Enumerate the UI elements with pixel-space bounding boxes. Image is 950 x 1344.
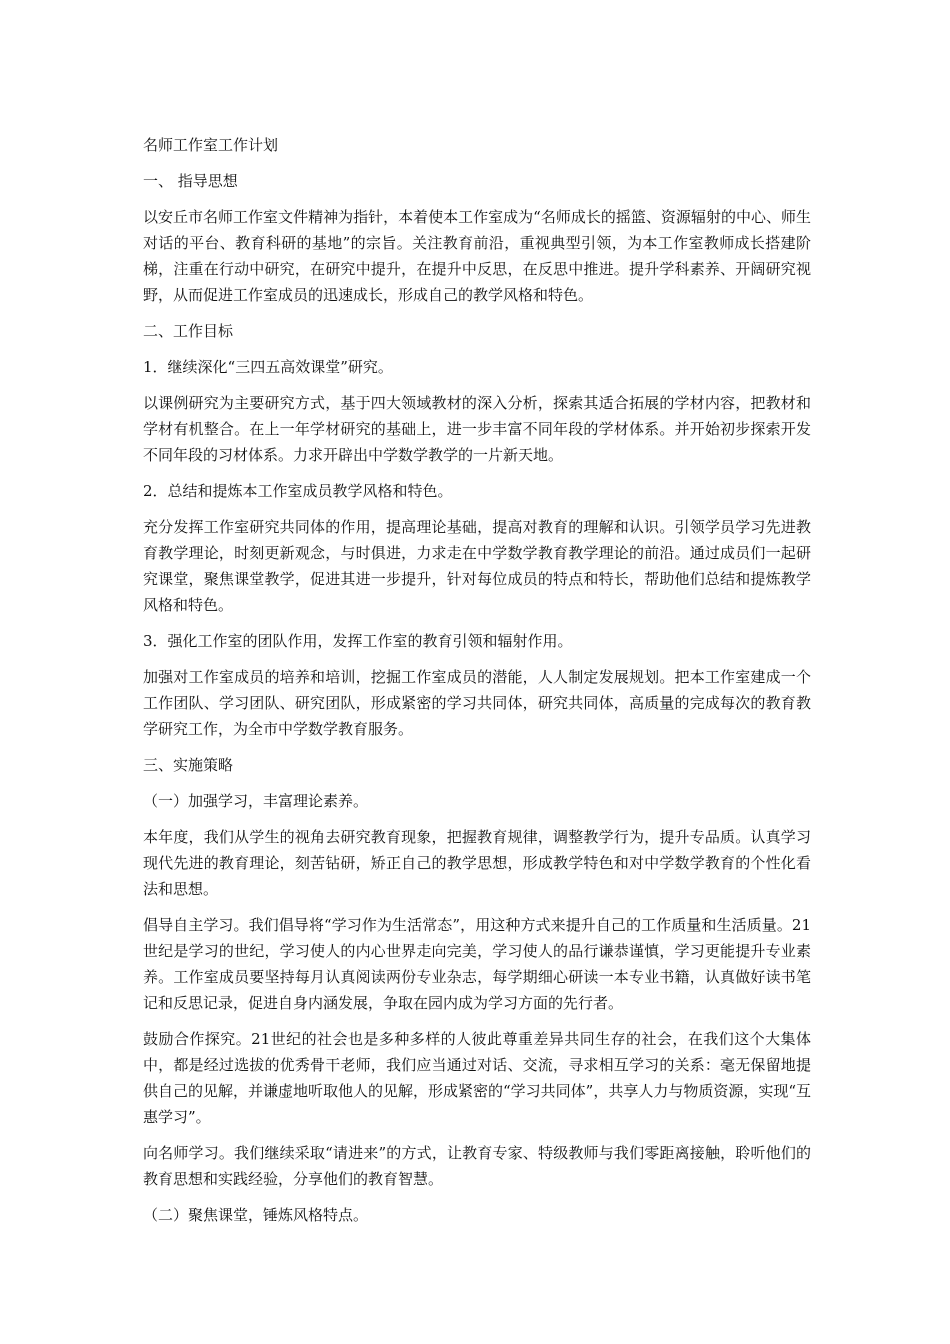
paragraph: 鼓励合作探究。21世纪的社会也是多种多样的人彼此尊重差异共同生存的社会，在我们这个大集体中，都是经过选拔的优秀骨干老师，我们应当通过对话、交流，寻求相互学习的关系：毫无保留地提供自己的见解，并谦虚地听取他人的见解，形成紧密的“学习共同体”，共享人力与物质资源，实现“互惠学习”。	[143, 1030, 812, 1126]
subsection-heading: 3．强化工作室的团队作用，发挥工作室的教育引领和辐射作用。	[143, 632, 573, 650]
paragraph: 加强对工作室成员的培养和培训，挖掘工作室成员的潜能，人人制定发展规划。把本工作室建成一个工作团队、学习团队、研究团队，形成紧密的学习共同体，研究共同体，高质量的完成每次的教育教学研究工作，为全市中学数学教育服务。	[143, 668, 811, 738]
paragraph: 向名师学习。我们继续采取“请进来”的方式，让教育专家、特级教师与我们零距离接触，聆听他们的教育思想和实践经验，分享他们的教育智慧。	[143, 1144, 811, 1188]
subsection-heading: （二）聚焦课堂，锤炼风格特点。	[143, 1206, 369, 1224]
paragraph: 以安丘市名师工作室文件精神为指针，本着使本工作室成为“名师成长的摇篮、资源辐射的中心、师生对话的平台、教育科研的基地”的宗旨。关注教育前沿，重视典型引领，为本工作室教师成长搭建阶梯，注重在行动中研究，在研究中提升，在提升中反思，在反思中推进。提升学科素养、开阔研究视野，从而促进工作室成员的迅速成长，形成自己的教学风格和特色。	[143, 208, 811, 304]
section-heading: 三、实施策略	[143, 756, 234, 774]
paragraph: 本年度，我们从学生的视角去研究教育现象，把握教育规律，调整教学行为，提升专品质。认真学习现代先进的教育理论，刻苦钻研，矫正自己的教学思想，形成教学特色和对中学数学教育的个性化看法和思想。	[143, 828, 811, 898]
document-body	[143, 132, 811, 1238]
subsection-heading: 1．继续深化“三四五高效课堂”研究。	[143, 358, 393, 376]
paragraph: 充分发挥工作室研究共同体的作用，提高理论基础，提高对教育的理解和认识。引领学员学习先进教育教学理论，时刻更新观念，与时俱进，力求走在中学数学教育教学理论的前沿。通过成员们一起研究课堂，聚焦课堂教学，促进其进一步提升，针对每位成员的特点和特长，帮助他们总结和提炼教学风格和特色。	[143, 518, 811, 614]
paragraph: 以课例研究为主要研究方式，基于四大领域教材的深入分析，探索其适合拓展的学材内容，把教材和学材有机整合。在上一年学材研究的基础上，进一步丰富不同年段的学材体系。并开始初步探索开发不同年段的习材体系。力求开辟出中学数学教学的一片新天地。	[143, 394, 811, 464]
section-heading: 一、 指导思想	[143, 172, 238, 190]
document-title: 名师工作室工作计划	[143, 136, 279, 154]
paragraph: 倡导自主学习。我们倡导将“学习作为生活常态”，用这种方式来提升自己的工作质量和生活质量。21世纪是学习的世纪，学习使人的内心世界走向完美，学习使人的品行谦恭谨慎，学习更能提升专业素养。工作室成员要坚持每月认真阅读两份专业杂志，每学期细心研读一本专业书籍，认真做好读书笔记和反思记录，促进自身内涵发展，争取在园内成为学习方面的先行者。	[143, 916, 811, 1012]
subsection-heading: 2．总结和提炼本工作室成员教学风格和特色。	[143, 482, 453, 500]
subsection-heading: （一）加强学习，丰富理论素养。	[143, 792, 369, 810]
section-heading: 二、工作目标	[143, 322, 234, 340]
